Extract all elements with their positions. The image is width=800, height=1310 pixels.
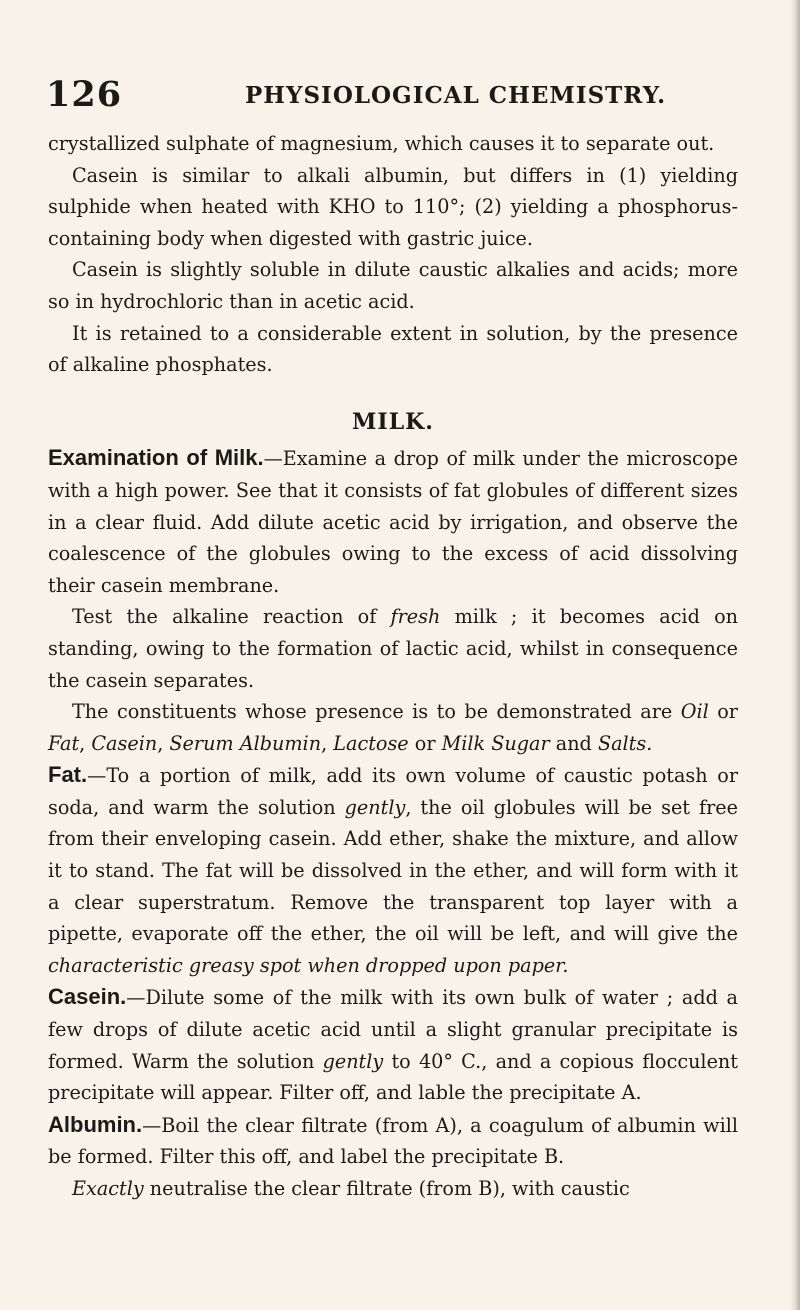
constituent-salts: Salts. bbox=[597, 731, 653, 755]
fat-gently: gently bbox=[344, 795, 406, 819]
exactly-text: neutralise the clear filtrate (from B), with caustic bbox=[143, 1177, 630, 1200]
examination-text: —Examine a drop of milk under the microscope with a high power. See that it consists of fat globules of different sizes in a clear fluid. Add dilute acetic acid by irrigation, and observe the coalescence of the globules owing to the excess of acid dissolving their casein membrane. bbox=[48, 447, 738, 597]
constituents-and: and bbox=[549, 731, 598, 755]
run-head-albumin: Albumin. bbox=[48, 1111, 143, 1137]
paragraph-continuation: crystallized sulphate of magnesium, which causes it to separate out. bbox=[48, 132, 715, 155]
paragraph-constituents bbox=[48, 696, 738, 759]
paragraph-casein-differs: Casein is similar to alkali albumin, but differs in (1) yielding sulphide when heated with KHO to 110°; (2) yielding a phosphorus-containing body when digested with gastric juice. bbox=[48, 163, 738, 250]
page-body bbox=[48, 128, 738, 1205]
running-title: PHYSIOLOGICAL CHEMISTRY. bbox=[245, 82, 667, 109]
paragraph-examination bbox=[48, 442, 738, 601]
fat-text-a: —To a portion of milk, add its own volume of caustic potash or soda, and warm the solution bbox=[48, 764, 738, 819]
constituents-comma: , bbox=[157, 731, 170, 755]
run-head-fat: Fat. bbox=[48, 762, 88, 788]
constituent-serum-albumin: Serum Albumin bbox=[169, 731, 322, 755]
exactly-emphasis: Exactly bbox=[72, 1177, 144, 1200]
constituents-or: or bbox=[408, 731, 442, 755]
constituent-casein: Casein bbox=[91, 731, 158, 755]
constituent-lactose: Lactose bbox=[333, 731, 409, 755]
page-edge-shadow bbox=[790, 0, 800, 1310]
albumin-text: —Boil the clear filtrate (from A), a coagulum of albumin will be formed. Filter this off, and label the precipitate B. bbox=[48, 1113, 738, 1169]
casein-text-b: to 40° C., and a copious flocculent precipitate will appear. Filter off, and lable the precipitate A. bbox=[48, 1049, 738, 1105]
paragraph-casein-solubility: Casein is slightly soluble in dilute caustic alkalies and acids; more so in hydrochloric than in acetic acid. bbox=[48, 258, 738, 313]
paragraph-test-alkaline bbox=[48, 601, 738, 696]
test-emphasis: fresh bbox=[390, 605, 441, 629]
test-text-a: Test the alkaline reaction of bbox=[72, 605, 391, 629]
run-head-examination: Examination of Milk. bbox=[48, 445, 264, 471]
paragraph-casein-retained: It is retained to a considerable extent in solution, by the presence of alkaline phosphates. bbox=[48, 321, 738, 377]
casein-text-a: —Dilute some of the milk with its own bulk of water ; add a few drops of dilute acetic acid until a slight granular precipitate is formed. Warm the solution bbox=[48, 986, 738, 1073]
constituents-comma: , bbox=[321, 731, 334, 755]
page-number: 126 bbox=[46, 74, 123, 115]
paragraph-fat bbox=[48, 759, 738, 981]
fat-text-b: , the oil globules will be set free from their enveloping casein. Add ether, shake the mixture, and allow it to stand. The fat will be dissolved in the ether, and will form with it a clear superstratum. Remove the transparent top layer with a pipette, evaporate off the ether, the oil will be left, and will give the bbox=[48, 795, 738, 946]
section-title-milk: MILK. bbox=[352, 408, 434, 435]
test-text-b: milk ; it becomes acid on standing, owing to the formation of lactic acid, whilst in consequence the casein separates. bbox=[48, 605, 738, 692]
constituent-milk-sugar: Milk Sugar bbox=[441, 731, 550, 755]
casein-gently: gently bbox=[322, 1049, 384, 1073]
constituents-or: or bbox=[708, 700, 738, 724]
constituent-oil: Oil bbox=[680, 700, 709, 724]
fat-emphasis: characteristic greasy spot when dropped upon paper. bbox=[48, 953, 569, 977]
paragraph-albumin bbox=[48, 1109, 738, 1173]
constituents-intro: The constituents whose presence is to be demonstrated are bbox=[72, 700, 681, 724]
paragraph-exactly bbox=[48, 1173, 738, 1205]
constituent-fat: Fat bbox=[48, 731, 80, 755]
paragraph-casein bbox=[48, 981, 738, 1108]
constituents-comma: , bbox=[79, 731, 92, 755]
run-head-casein: Casein. bbox=[48, 984, 127, 1010]
